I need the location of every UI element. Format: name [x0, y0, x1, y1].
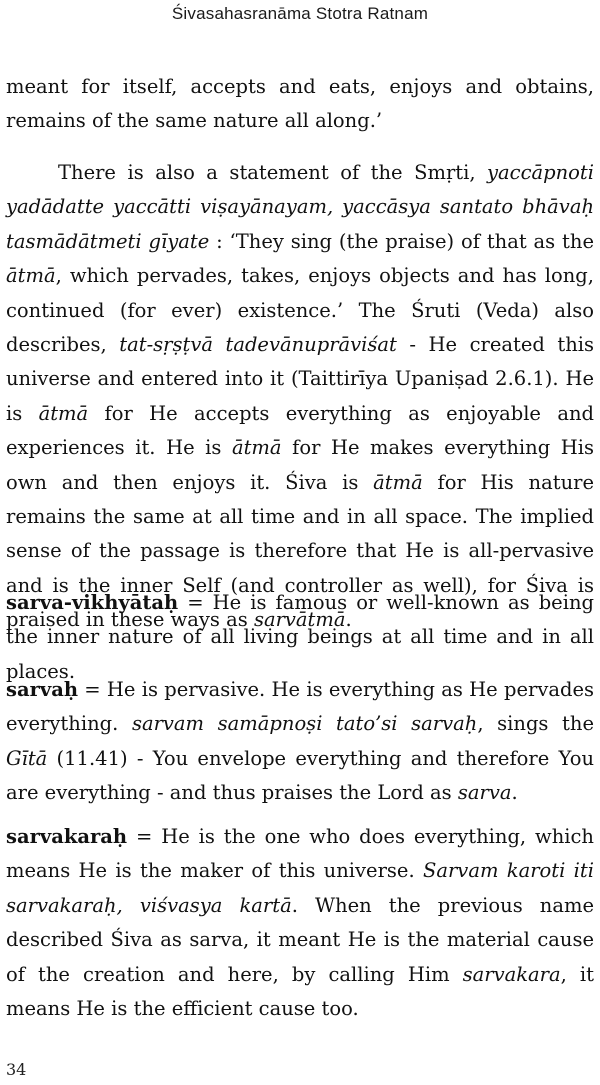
text-segment: . [345, 608, 352, 632]
sanskrit-quote: sarvam samāpnoṣi tato’si sarvaḥ [131, 712, 478, 736]
entry-sarvah [6, 673, 594, 811]
entry-headword: sarva-vikhyātaḥ [6, 591, 179, 614]
text-segment: = He is famous or well-known as being the inner nature of all living beings at all time and in all places. [6, 591, 594, 683]
text-segment: for He makes everything His own and then enjoys it. Śiva is [6, 436, 594, 494]
sanskrit-quote: tat-sṛṣṭvā tadevānuprāviśat [119, 333, 397, 357]
sanskrit-quote: Sarvam karoti iti sarvakaraḥ, viśvasya kartā [6, 859, 594, 917]
entry-headword: sarvakaraḥ [6, 825, 128, 848]
text-segment: , sings the [477, 712, 594, 736]
sanskrit-term: ātmā [373, 470, 423, 494]
paragraph-continuation [6, 70, 594, 139]
entry-headword: sarvaḥ [6, 678, 79, 701]
text-segment: : ‘They sing (the praise) of that as the [209, 229, 594, 253]
text-segment: for His nature remains the same at all time and in all space. The implied sense of the passage is therefore that He is all-pervasive and is the inner Self (and controller as well), for Śiva is praised in these ways as [6, 470, 594, 632]
sanskrit-term: sarva [457, 781, 512, 805]
text-segment: , it means He is the efficient cause too. [6, 962, 594, 1021]
text-segment: (11.41) - You envelope everything and therefore You are everything - and thus praises the Lord as [6, 746, 594, 805]
text-segment: . [511, 781, 518, 805]
text-segment: There is also a statement of the Smṛti, [58, 161, 488, 184]
running-head-title: Śivasahasranāma Stotra Ratnam [171, 4, 429, 23]
sanskrit-term: ātmā [6, 264, 56, 288]
text-segment: = He is pervasive. He is everything as He pervades everything. [6, 678, 594, 736]
paragraph-smrti-statement [6, 156, 594, 638]
sanskrit-term: sarvakara [462, 962, 561, 986]
text-segment: meant for itself, accepts and eats, enjoys and obtains, remains of the same nature all along.’ [6, 75, 594, 133]
text-segment: for He accepts everything as enjoyable and experiences it. He is [6, 401, 594, 460]
text-segment: , which pervades, takes, enjoys objects and has long, continued (for ever) existence.’ The Śruti (Veda) also describes, [6, 264, 594, 357]
entry-sarvakarah [6, 820, 594, 1026]
sanskrit-term: ātmā [231, 436, 282, 460]
text-segment: = He is the one who does everything, which means He is the maker of this universe. [6, 825, 594, 883]
sanskrit-term: sarvātmā [253, 608, 346, 632]
sanskrit-quote: yaccāpnoti yadādatte yaccātti viṣayānayam, yaccāsya santato bhāvaḥ tasmādātmeti gīyate [6, 161, 594, 253]
sanskrit-term: ātmā [38, 401, 89, 425]
text-segment: - He created this universe and entered into it (Taittirīya Upaniṣad 2.6.1). He is [6, 333, 595, 425]
text-segment: . When the previous name described Śiva as sarva, it meant He is the material cause of the creation and here, by calling Him [6, 893, 595, 986]
page-number: 34 [6, 1060, 27, 1079]
sanskrit-term: Gītā [6, 746, 48, 770]
